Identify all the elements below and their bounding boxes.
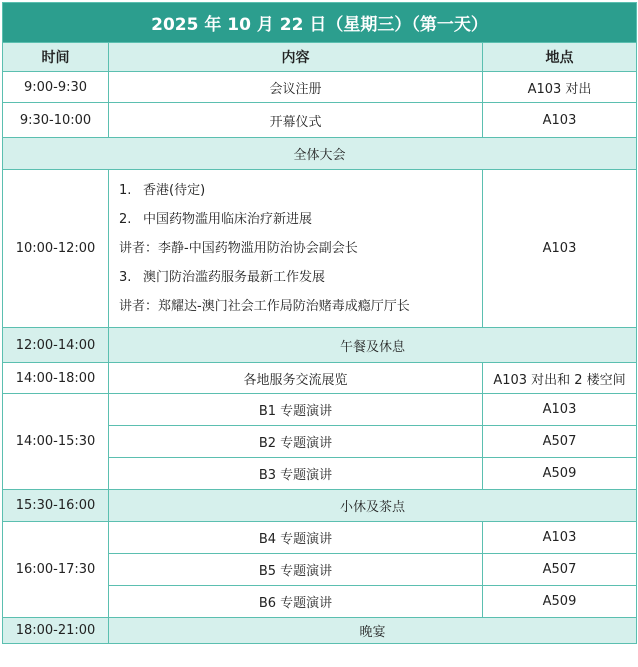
session-content: B2 专题演讲 <box>109 426 483 458</box>
row-time: 12:00-14:00 <box>3 328 109 363</box>
session-place: A509 <box>483 458 637 490</box>
row-time: 14:00-15:30 <box>3 394 109 490</box>
row-time: 14:00-18:00 <box>3 363 109 394</box>
row-time: 9:30-10:00 <box>3 103 109 138</box>
table-row <box>3 328 637 363</box>
session-place: A507 <box>483 554 637 586</box>
table-row <box>3 522 637 554</box>
row-time: 15:30-16:00 <box>3 490 109 522</box>
title-row <box>3 3 637 43</box>
row-time: 10:00-12:00 <box>3 170 109 328</box>
row-content: 晚宴 <box>109 618 637 644</box>
item-text: 中国药物滥用临床治疗新进展 <box>143 212 313 227</box>
session-place: A103 <box>483 522 637 554</box>
session-content: B3 专题演讲 <box>109 458 483 490</box>
schedule-table <box>2 2 637 644</box>
row-place: A103 <box>483 103 637 138</box>
item-number: 2. <box>119 212 132 227</box>
table-row <box>3 618 637 644</box>
row-place: A103 <box>483 170 637 328</box>
item-number: 1. <box>119 183 132 198</box>
item-text: 香港(待定) <box>143 183 206 198</box>
agenda-speaker <box>119 292 472 321</box>
row-content: 午餐及休息 <box>109 328 637 363</box>
speaker-text: 讲者：郑耀达-澳门社会工作局防治赌毒成瘾厅厅长 <box>119 299 410 314</box>
session-place: A103 <box>483 394 637 426</box>
session-content: B4 专题演讲 <box>109 522 483 554</box>
row-place: A103 对出 <box>483 72 637 103</box>
plenary-detail <box>109 170 483 328</box>
table-row <box>3 394 637 426</box>
session-content: B5 专题演讲 <box>109 554 483 586</box>
header-place: 地点 <box>483 43 637 72</box>
agenda-item <box>119 263 472 292</box>
item-text: 澳门防治滥药服务最新工作发展 <box>143 270 326 285</box>
header-time: 时间 <box>3 43 109 72</box>
session-place: A507 <box>483 426 637 458</box>
agenda-item <box>119 205 472 234</box>
row-time: 18:00-21:00 <box>3 618 109 644</box>
table-row <box>3 490 637 522</box>
row-content: 开幕仪式 <box>109 103 483 138</box>
header-row <box>3 43 637 72</box>
schedule-title: 2025 年 10 月 22 日（星期三）（第一天） <box>3 3 637 43</box>
row-time: 9:00-9:30 <box>3 72 109 103</box>
row-time: 16:00-17:30 <box>3 522 109 618</box>
item-number: 3. <box>119 270 132 285</box>
row-content: 小休及茶点 <box>109 490 637 522</box>
header-content: 内容 <box>109 43 483 72</box>
agenda-item <box>119 176 472 205</box>
agenda-speaker <box>119 234 472 263</box>
table-row <box>3 103 637 138</box>
session-content: B1 专题演讲 <box>109 394 483 426</box>
table-row <box>3 363 637 394</box>
row-content: 会议注册 <box>109 72 483 103</box>
table-row <box>3 170 637 328</box>
section-title: 全体大会 <box>3 138 637 170</box>
session-place: A509 <box>483 586 637 618</box>
session-content: B6 专题演讲 <box>109 586 483 618</box>
row-place: A103 对出和 2 楼空间 <box>483 363 637 394</box>
section-row <box>3 138 637 170</box>
row-content: 各地服务交流展览 <box>109 363 483 394</box>
table-row <box>3 72 637 103</box>
speaker-text: 讲者：李静-中国药物滥用防治协会副会长 <box>119 241 358 256</box>
